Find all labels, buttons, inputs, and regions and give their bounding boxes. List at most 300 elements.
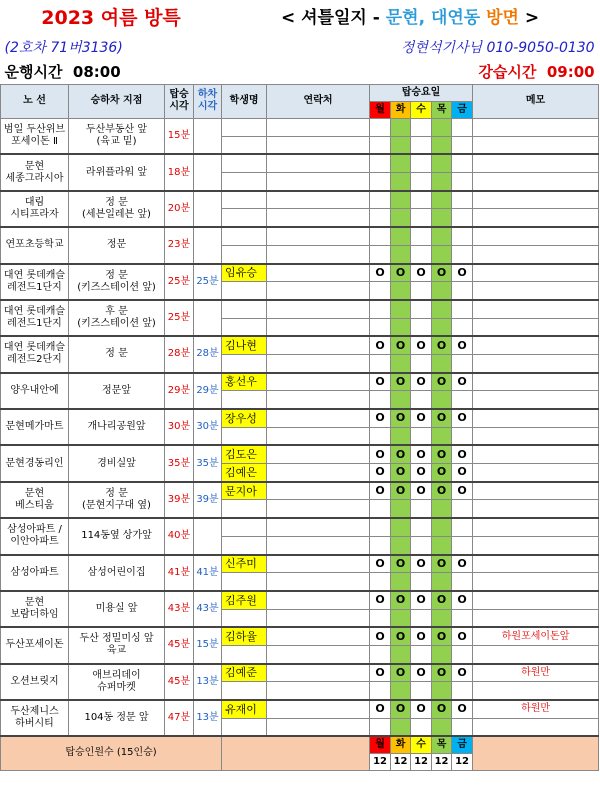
footer-count-fri: 12 — [452, 753, 473, 770]
day-cell-tue — [391, 391, 411, 409]
route-name: 두산제니스 하버시티 — [1, 700, 69, 736]
memo-cell — [473, 282, 599, 300]
student-name — [222, 209, 267, 227]
day-cell-tue — [391, 136, 411, 154]
boarding-time: 41분 — [165, 555, 194, 591]
student-name — [222, 500, 267, 518]
day-cell-thu — [432, 427, 452, 445]
student-name — [222, 682, 267, 700]
student-name: 김주원 — [222, 591, 267, 609]
day-cell-fri — [452, 609, 473, 627]
col-stop: 승하차 지점 — [69, 84, 165, 118]
day-cell-mon — [370, 609, 391, 627]
table-row — [1, 191, 599, 209]
title-right — [222, 0, 599, 36]
day-cell-tue: O — [391, 445, 411, 463]
memo-cell — [473, 191, 599, 209]
day-cell-mon — [370, 136, 391, 154]
day-cell-tue: O — [391, 664, 411, 682]
contact-cell — [267, 609, 370, 627]
day-cell-mon — [370, 536, 391, 554]
day-cell-fri — [452, 536, 473, 554]
day-cell-fri — [452, 282, 473, 300]
student-name — [222, 427, 267, 445]
memo-cell — [473, 409, 599, 427]
route-name: 연포초등학교 — [1, 227, 69, 263]
memo-cell — [473, 482, 599, 500]
day-cell-tue — [391, 427, 411, 445]
day-cell-tue: O — [391, 627, 411, 645]
day-cell-tue — [391, 682, 411, 700]
contact-cell — [267, 664, 370, 682]
day-cell-wed: O — [411, 555, 432, 573]
day-cell-fri: O — [452, 591, 473, 609]
day-cell-fri — [452, 191, 473, 209]
day-cell-tue: O — [391, 555, 411, 573]
day-cell-mon: O — [370, 591, 391, 609]
memo-cell — [473, 645, 599, 663]
contact-cell — [267, 391, 370, 409]
student-name — [222, 173, 267, 191]
contact-cell — [267, 627, 370, 645]
stop-name: 정 문 (키즈스테이션 앞) — [69, 264, 165, 300]
day-cell-thu — [432, 536, 452, 554]
day-cell-fri — [452, 573, 473, 591]
route-name: 문현메가마트 — [1, 409, 69, 445]
student-name — [222, 718, 267, 736]
student-name — [222, 282, 267, 300]
col-boarding-time: 탑승 시각 — [165, 84, 194, 118]
day-cell-tue — [391, 245, 411, 263]
day-cell-wed: O — [411, 700, 432, 718]
contact-cell — [267, 700, 370, 718]
day-cell-fri — [452, 500, 473, 518]
contact-cell — [267, 136, 370, 154]
table-row — [1, 227, 599, 245]
table-row — [1, 264, 599, 282]
footer-count-thu: 12 — [432, 753, 452, 770]
dropoff-time: 28분 — [194, 336, 222, 372]
student-name: 김나현 — [222, 336, 267, 354]
day-cell-tue: O — [391, 336, 411, 354]
day-cell-wed: O — [411, 445, 432, 463]
day-cell-fri — [452, 173, 473, 191]
memo-cell: 하원포세이돈앞 — [473, 627, 599, 645]
day-cell-thu — [432, 118, 452, 136]
day-cell-thu — [432, 645, 452, 663]
day-cell-fri — [452, 427, 473, 445]
day-cell-wed: O — [411, 464, 432, 482]
day-cell-tue — [391, 209, 411, 227]
day-cell-wed: O — [411, 482, 432, 500]
day-cell-wed — [411, 227, 432, 245]
boarding-time: 29분 — [165, 373, 194, 409]
day-cell-wed — [411, 518, 432, 536]
day-cell-tue: O — [391, 482, 411, 500]
day-cell-mon: O — [370, 482, 391, 500]
day-cell-wed — [411, 573, 432, 591]
day-cell-thu: O — [432, 555, 452, 573]
table-row — [1, 555, 599, 573]
day-cell-mon — [370, 245, 391, 263]
day-cell-mon — [370, 118, 391, 136]
day-cell-wed: O — [411, 264, 432, 282]
day-cell-wed — [411, 536, 432, 554]
contact-cell — [267, 209, 370, 227]
boarding-time: 28분 — [165, 336, 194, 372]
footer-row-days — [1, 736, 599, 753]
dropoff-time: 29분 — [194, 373, 222, 409]
contact-cell — [267, 482, 370, 500]
day-cell-fri — [452, 645, 473, 663]
day-cell-mon — [370, 227, 391, 245]
day-cell-wed: O — [411, 409, 432, 427]
footer-day-wed: 수 — [411, 736, 432, 753]
day-cell-fri: O — [452, 664, 473, 682]
day-cell-fri — [452, 318, 473, 336]
contact-cell — [267, 427, 370, 445]
memo-cell: 하원만 — [473, 700, 599, 718]
col-days-group: 탑승요일 — [370, 84, 473, 101]
contact-cell — [267, 591, 370, 609]
day-cell-tue: O — [391, 409, 411, 427]
day-cell-thu — [432, 318, 452, 336]
day-cell-tue — [391, 500, 411, 518]
day-cell-tue — [391, 609, 411, 627]
stop-name: 라위플라워 앞 — [69, 154, 165, 190]
boarding-time: 23분 — [165, 227, 194, 263]
day-cell-fri: O — [452, 555, 473, 573]
memo-cell — [473, 718, 599, 736]
day-cell-fri: O — [452, 627, 473, 645]
day-cell-thu: O — [432, 591, 452, 609]
day-cell-mon: O — [370, 336, 391, 354]
day-cell-wed: O — [411, 336, 432, 354]
table-row — [1, 409, 599, 427]
title-left: 2023 여름 방특 — [41, 7, 181, 29]
day-cell-thu — [432, 136, 452, 154]
day-cell-wed — [411, 391, 432, 409]
day-cell-wed — [411, 318, 432, 336]
table-row — [1, 591, 599, 609]
day-cell-thu — [432, 209, 452, 227]
day-cell-wed: O — [411, 627, 432, 645]
memo-cell — [473, 500, 599, 518]
title-close: > — [518, 8, 540, 28]
title-row — [1, 0, 599, 36]
day-cell-fri — [452, 154, 473, 172]
dropoff-time: 13분 — [194, 700, 222, 736]
contact-cell — [267, 500, 370, 518]
student-name: 김도은 — [222, 445, 267, 463]
day-cell-tue — [391, 118, 411, 136]
day-cell-wed — [411, 300, 432, 318]
day-cell-thu — [432, 154, 452, 172]
contact-cell — [267, 645, 370, 663]
stop-name: 삼성어린이집 — [69, 555, 165, 591]
student-name — [222, 118, 267, 136]
day-cell-tue — [391, 282, 411, 300]
day-cell-wed — [411, 245, 432, 263]
table-row — [1, 445, 599, 463]
memo-cell — [473, 518, 599, 536]
route-name: 양우내안에 — [1, 373, 69, 409]
contact-cell — [267, 518, 370, 536]
day-cell-thu — [432, 191, 452, 209]
day-cell-wed — [411, 609, 432, 627]
day-cell-tue — [391, 536, 411, 554]
contact-cell — [267, 409, 370, 427]
memo-cell — [473, 464, 599, 482]
day-cell-thu: O — [432, 264, 452, 282]
table-row — [1, 154, 599, 172]
memo-cell: 하원만 — [473, 664, 599, 682]
day-cell-tue — [391, 518, 411, 536]
memo-cell — [473, 536, 599, 554]
boarding-time: 43분 — [165, 591, 194, 627]
footer-day-tue: 화 — [391, 736, 411, 753]
memo-cell — [473, 264, 599, 282]
stop-name: 정문앞 — [69, 373, 165, 409]
day-cell-fri — [452, 682, 473, 700]
stop-name: 정문 — [69, 227, 165, 263]
day-cell-wed: O — [411, 591, 432, 609]
boarding-time: 25분 — [165, 300, 194, 336]
contact-cell — [267, 300, 370, 318]
day-cell-fri — [452, 518, 473, 536]
contact-cell — [267, 445, 370, 463]
day-cell-tue — [391, 227, 411, 245]
day-cell-mon: O — [370, 627, 391, 645]
bus-number: (2호차 71버3136) — [4, 40, 123, 56]
day-cell-wed — [411, 645, 432, 663]
student-name — [222, 573, 267, 591]
student-name: 김예준 — [222, 664, 267, 682]
day-cell-thu — [432, 609, 452, 627]
day-cell-wed — [411, 136, 432, 154]
operation-value: 08:00 — [72, 62, 121, 81]
day-cell-fri: O — [452, 409, 473, 427]
student-name — [222, 391, 267, 409]
operation-label: 운행시간 — [4, 62, 63, 81]
route-name: 오션브릿지 — [1, 664, 69, 700]
day-cell-wed — [411, 282, 432, 300]
day-cell-wed — [411, 354, 432, 372]
col-student: 학생명 — [222, 84, 267, 118]
day-cell-fri: O — [452, 373, 473, 391]
route-name: 대연 롯데캐슬 레전드1단지 — [1, 300, 69, 336]
dropoff-time — [194, 227, 222, 263]
student-name — [222, 536, 267, 554]
student-name: 유재이 — [222, 700, 267, 718]
footer-filler — [222, 736, 370, 770]
student-name — [222, 318, 267, 336]
day-cell-thu: O — [432, 700, 452, 718]
stop-name: 104동 정문 앞 — [69, 700, 165, 736]
contact-cell — [267, 336, 370, 354]
day-cell-thu: O — [432, 336, 452, 354]
memo-cell — [473, 173, 599, 191]
footer-day-mon: 월 — [370, 736, 391, 753]
memo-cell — [473, 445, 599, 463]
student-name: 문지아 — [222, 482, 267, 500]
boarding-time: 45분 — [165, 664, 194, 700]
stop-name: 후 문 (키즈스테이션 앞) — [69, 300, 165, 336]
day-cell-thu: O — [432, 464, 452, 482]
day-header-wed: 수 — [411, 101, 432, 118]
day-cell-mon — [370, 718, 391, 736]
day-cell-thu: O — [432, 445, 452, 463]
student-name — [222, 136, 267, 154]
day-cell-mon — [370, 500, 391, 518]
stop-name: 경비실앞 — [69, 445, 165, 481]
day-cell-tue: O — [391, 264, 411, 282]
day-cell-fri — [452, 391, 473, 409]
table-row — [1, 300, 599, 318]
day-cell-mon — [370, 682, 391, 700]
driver-info: 정현석기사님 010-9050-0130 — [400, 40, 595, 56]
memo-cell — [473, 318, 599, 336]
dropoff-time: 41분 — [194, 555, 222, 591]
route-name: 문현 베스티움 — [1, 482, 69, 518]
day-header-mon: 월 — [370, 101, 391, 118]
dropoff-time — [194, 518, 222, 554]
table-row — [1, 627, 599, 645]
student-name — [222, 354, 267, 372]
table-row — [1, 664, 599, 682]
table-row — [1, 482, 599, 500]
day-cell-thu: O — [432, 664, 452, 682]
boarding-time: 39분 — [165, 482, 194, 518]
dropoff-time: 39분 — [194, 482, 222, 518]
day-cell-wed: O — [411, 664, 432, 682]
column-header-row — [1, 84, 599, 101]
stop-name: 애브리데이 슈퍼마켓 — [69, 664, 165, 700]
dropoff-time: 15분 — [194, 627, 222, 663]
contact-cell — [267, 173, 370, 191]
day-cell-fri — [452, 354, 473, 372]
day-cell-wed — [411, 154, 432, 172]
memo-cell — [473, 300, 599, 318]
day-cell-mon — [370, 154, 391, 172]
contact-cell — [267, 264, 370, 282]
stop-name: 정 문 (세븐일레븐 앞) — [69, 191, 165, 227]
footer-day-thu: 목 — [432, 736, 452, 753]
day-cell-thu — [432, 573, 452, 591]
title-area1: 문현, — [385, 8, 426, 28]
memo-cell — [473, 354, 599, 372]
student-name — [222, 300, 267, 318]
dropoff-time: 13분 — [194, 664, 222, 700]
stop-name: 두산부동산 앞 (육교 밑) — [69, 118, 165, 154]
day-cell-mon — [370, 573, 391, 591]
day-cell-thu — [432, 500, 452, 518]
contact-cell — [267, 245, 370, 263]
route-name: 범일 두산위브 포세이돈 Ⅱ — [1, 118, 69, 154]
student-name — [222, 518, 267, 536]
day-cell-thu: O — [432, 409, 452, 427]
student-name — [222, 245, 267, 263]
contact-cell — [267, 682, 370, 700]
student-name: 임유승 — [222, 264, 267, 282]
student-name: 홍선우 — [222, 373, 267, 391]
boarding-time: 47분 — [165, 700, 194, 736]
day-cell-fri — [452, 245, 473, 263]
class-time — [222, 60, 599, 84]
student-name — [222, 609, 267, 627]
day-cell-tue — [391, 718, 411, 736]
day-cell-mon: O — [370, 264, 391, 282]
day-cell-thu: O — [432, 373, 452, 391]
memo-cell — [473, 336, 599, 354]
day-cell-thu — [432, 354, 452, 372]
day-cell-mon — [370, 518, 391, 536]
day-cell-mon — [370, 282, 391, 300]
title-open: < 셔틀일지 - — [280, 8, 386, 28]
stop-name: 개나리공원앞 — [69, 409, 165, 445]
day-cell-wed — [411, 209, 432, 227]
route-name: 문현 보람더하임 — [1, 591, 69, 627]
day-cell-tue — [391, 645, 411, 663]
day-cell-tue — [391, 573, 411, 591]
day-cell-mon: O — [370, 664, 391, 682]
day-cell-mon — [370, 209, 391, 227]
day-cell-tue: O — [391, 700, 411, 718]
stop-name: 미용실 앞 — [69, 591, 165, 627]
contact-cell — [267, 118, 370, 136]
class-label: 강습시간 — [478, 62, 537, 81]
day-cell-mon: O — [370, 409, 391, 427]
col-dropoff-time: 하차 시각 — [194, 84, 222, 118]
route-name: 삼성아파트 — [1, 555, 69, 591]
student-name: 김예은 — [222, 464, 267, 482]
student-name — [222, 227, 267, 245]
day-cell-wed — [411, 427, 432, 445]
day-cell-thu — [432, 718, 452, 736]
dropoff-time — [194, 191, 222, 227]
day-cell-thu: O — [432, 627, 452, 645]
day-cell-mon: O — [370, 555, 391, 573]
day-cell-thu — [432, 682, 452, 700]
contact-cell — [267, 536, 370, 554]
memo-cell — [473, 427, 599, 445]
footer-count-wed: 12 — [411, 753, 432, 770]
day-cell-wed — [411, 118, 432, 136]
memo-cell — [473, 154, 599, 172]
day-header-tue: 화 — [391, 101, 411, 118]
time-row — [1, 60, 599, 84]
route-name: 삼성아파트 / 이안아파트 — [1, 518, 69, 554]
table-row — [1, 518, 599, 536]
col-memo: 메모 — [473, 84, 599, 118]
day-cell-fri: O — [452, 464, 473, 482]
route-name: 대연 롯데캐슬 레전드2단지 — [1, 336, 69, 372]
day-cell-thu — [432, 245, 452, 263]
memo-cell — [473, 245, 599, 263]
memo-cell — [473, 118, 599, 136]
contact-cell — [267, 191, 370, 209]
contact-cell — [267, 154, 370, 172]
route-name: 문현경동리인 — [1, 445, 69, 481]
dropoff-time: 25분 — [194, 264, 222, 300]
student-name: 장우성 — [222, 409, 267, 427]
contact-cell — [267, 555, 370, 573]
day-cell-tue: O — [391, 591, 411, 609]
boarding-time: 18분 — [165, 154, 194, 190]
day-cell-mon — [370, 191, 391, 209]
day-cell-fri: O — [452, 445, 473, 463]
day-cell-mon: O — [370, 445, 391, 463]
